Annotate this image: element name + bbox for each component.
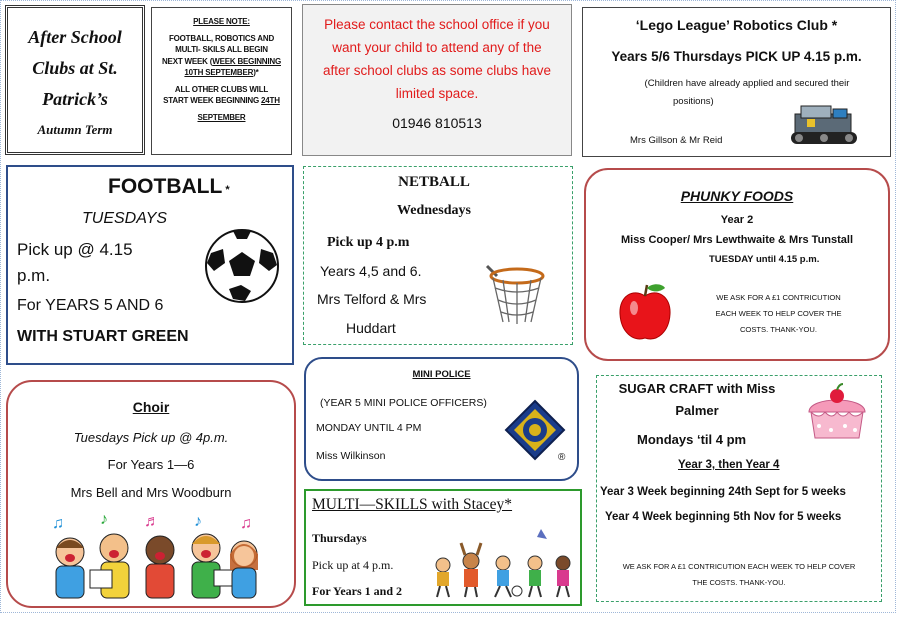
lego-line-2: (Children have already applied and secured their xyxy=(644,78,850,89)
svg-text:♫: ♫ xyxy=(52,515,64,532)
lego-box xyxy=(582,7,891,157)
netball-staff-2: Huddart xyxy=(346,320,396,336)
lego-robot-icon xyxy=(789,100,859,148)
netball-pickup: Pick up 4 p.m xyxy=(327,235,410,250)
note-heading: PLEASE NOTE: xyxy=(193,17,250,26)
singing-children-icon xyxy=(48,514,260,600)
police-line-2: MONDAY UNTIL 4 PM xyxy=(316,422,422,434)
police-title: MINI POLICE xyxy=(412,369,471,380)
phunky-cost-line-1: WE ASK FOR A £1 CONTRICUTION xyxy=(716,293,841,302)
football-box xyxy=(6,165,294,365)
office-line-3: after school clubs as some clubs have xyxy=(322,63,552,78)
football-ball-icon xyxy=(203,227,281,305)
lego-line-1: Years 5/6 Thursdays PICK UP 4.15 p.m. xyxy=(611,49,862,64)
football-coach: WITH STUART GREEN xyxy=(17,328,189,345)
netball-day: Wednesdays xyxy=(397,203,471,218)
term-label: Autumn Term xyxy=(37,122,113,137)
phunky-title: PHUNKY FOODS xyxy=(680,188,794,204)
note-line-7: SEPTEMBER xyxy=(197,112,246,122)
svg-text:♪: ♪ xyxy=(194,514,202,530)
choir-staff: Mrs Bell and Mrs Woodburn xyxy=(70,485,232,500)
police-line-1: (YEAR 5 MINI POLICE OFFICERS) xyxy=(320,397,487,409)
netball-staff-1: Mrs Telford & Mrs xyxy=(317,291,427,307)
football-pickup-1: Pick up @ 4.15 xyxy=(17,240,133,259)
note-line-2: MULTI- SKILS ALL BEGIN xyxy=(175,45,268,54)
choir-title: Choir xyxy=(132,399,170,415)
office-line-4: limited space. xyxy=(395,86,479,101)
sugar-week-2: Year 4 Week beginning 5th Nov for 5 weeks xyxy=(605,511,842,523)
sugar-years: Year 3, then Year 4 xyxy=(678,459,780,471)
title-line-1: After School xyxy=(28,27,122,47)
note-line-4: 10TH SEPTEMBER)* xyxy=(184,68,259,77)
football-years: For YEARS 5 AND 6 xyxy=(17,297,164,314)
sugar-cost-line-2: THE COSTS. THANK-YOU. xyxy=(692,578,786,587)
phunky-box xyxy=(584,168,890,361)
netball-years: Years 4,5 and 6. xyxy=(320,263,422,279)
note-line-1: FOOTBALL, ROBOTICS AND xyxy=(168,33,275,43)
apple-icon xyxy=(617,282,673,344)
note-line-6: START WEEK BEGINNING 24TH xyxy=(163,96,280,105)
note-box xyxy=(151,7,292,155)
police-staff: Miss Wilkinson xyxy=(316,450,386,462)
office-line-1: Please contact the school office if you xyxy=(324,17,550,32)
choir-years: For Years 1—6 xyxy=(107,457,195,472)
police-registered-mark: ® xyxy=(558,452,566,463)
netball-box xyxy=(303,166,573,345)
lego-staff: Mrs Gillson & Mr Reid xyxy=(630,135,723,146)
svg-text:♪: ♪ xyxy=(100,514,108,528)
choir-day: Tuesdays Pick up @ 4p.m. xyxy=(73,430,229,445)
choir-box xyxy=(6,380,296,608)
football-title: FOOTBALL * xyxy=(108,175,230,198)
phunky-cost-line-3: COSTS. THANK-YOU. xyxy=(739,325,818,334)
multi-box xyxy=(304,489,582,606)
sugar-title-line-2: Palmer xyxy=(675,403,719,418)
mini-police-badge-icon xyxy=(504,399,566,461)
multi-title: MULTI—SKILLS with Stacey* xyxy=(312,496,513,513)
multi-skills-kids-icon xyxy=(431,525,577,599)
lego-title: ‘Lego League’ Robotics Club * xyxy=(635,17,838,33)
office-phone: 01946 810513 xyxy=(392,115,482,131)
multi-day: Thursdays xyxy=(312,531,367,545)
sugar-box xyxy=(596,375,882,602)
sugar-cost-line-1: WE ASK FOR A £1 CONTRICUTION EACH WEEK TO HELP COVER xyxy=(622,562,856,571)
phunky-staff: Miss Cooper/ Mrs Lewthwaite & Mrs Tunstall xyxy=(620,234,854,246)
note-line-5: ALL OTHER CLUBS WILL xyxy=(174,84,269,94)
netball-hoop-icon xyxy=(481,262,551,328)
office-line-2: want your child to attend any of the xyxy=(332,40,542,55)
sugar-title-line-1: SUGAR CRAFT with Miss xyxy=(618,381,776,396)
office-box xyxy=(302,4,572,156)
netball-title: NETBALL xyxy=(398,174,470,190)
sugar-day: Mondays ‘til 4 pm xyxy=(637,432,747,447)
title-line-3: Patrick’s xyxy=(42,89,108,109)
phunky-day: TUESDAY until 4.15 p.m. xyxy=(709,254,820,265)
cake-icon xyxy=(805,382,869,442)
phunky-year: Year 2 xyxy=(720,214,754,226)
note-line-3: NEXT WEEK (WEEK BEGINNING xyxy=(161,56,281,66)
sugar-week-1: Year 3 Week beginning 24th Sept for 5 weeks xyxy=(600,486,846,498)
phunky-cost-line-2: EACH WEEK TO HELP COVER THE xyxy=(715,309,842,318)
multi-years: For Years 1 and 2 xyxy=(312,584,402,598)
multi-pickup: Pick up at 4 p.m. xyxy=(312,558,394,572)
svg-text:♬: ♬ xyxy=(144,514,160,530)
police-box xyxy=(304,357,579,481)
football-pickup-2: p.m. xyxy=(17,266,51,285)
football-day: TUESDAYS xyxy=(82,210,168,227)
lego-line-3: positions) xyxy=(673,96,714,107)
title-line-2: Clubs at St. xyxy=(32,58,118,78)
svg-text:♫: ♫ xyxy=(240,515,252,532)
title-box xyxy=(5,5,145,155)
